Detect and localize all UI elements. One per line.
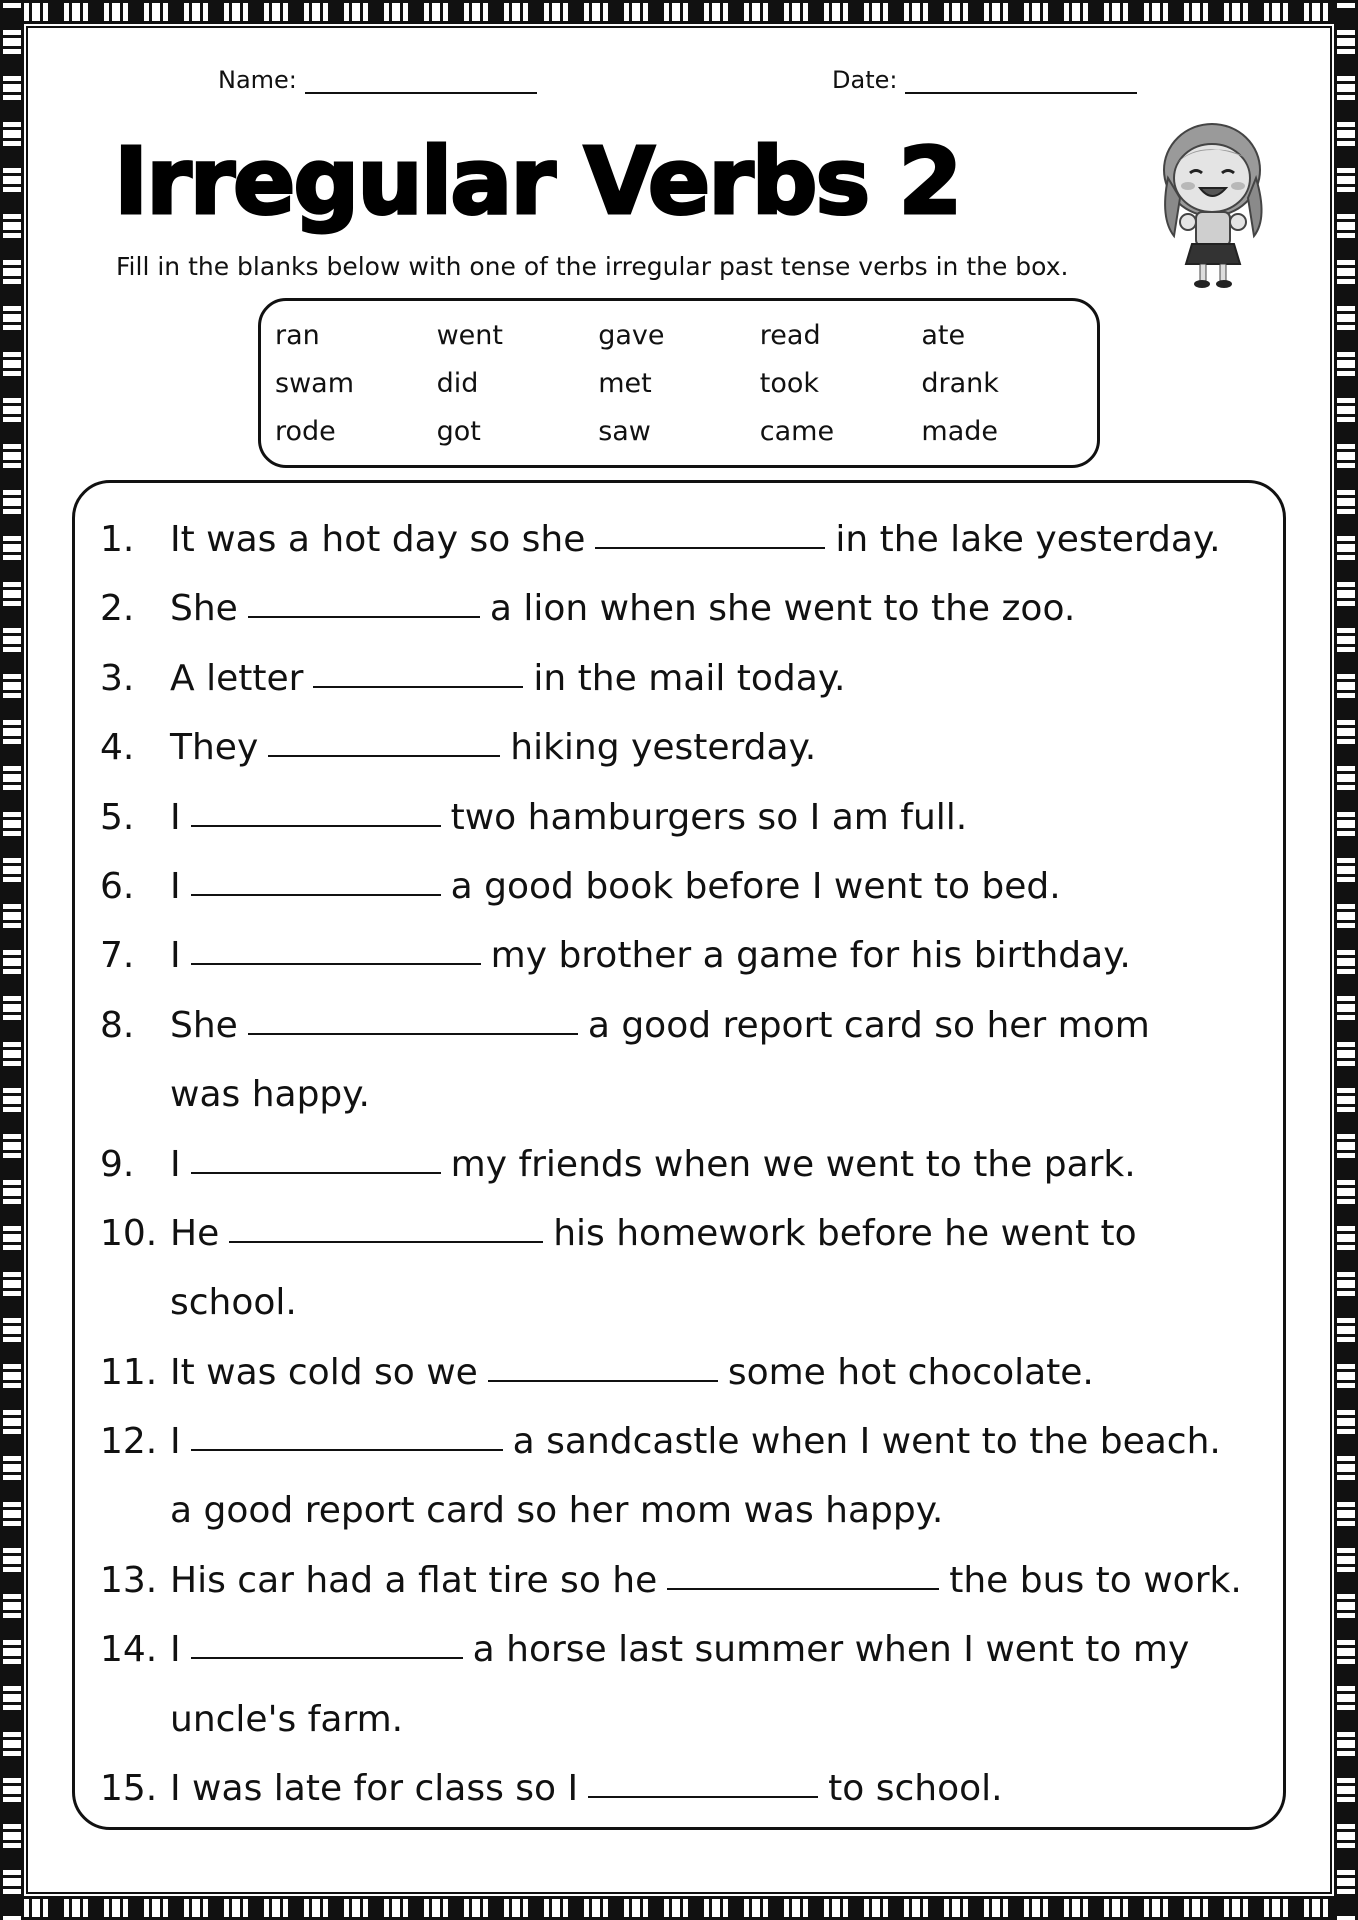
question-row	[100, 1199, 1280, 1268]
answer-blank[interactable]	[488, 1342, 718, 1382]
question-row	[100, 1754, 1280, 1823]
question-number: 13.	[100, 1559, 158, 1601]
answer-blank[interactable]	[191, 787, 441, 827]
question-number: 6.	[100, 865, 135, 907]
word-bank-item: did	[436, 367, 479, 399]
question-continuation: a good report card so her mom was happy.	[170, 1490, 944, 1532]
question-row	[100, 783, 1280, 852]
question-row	[100, 1615, 1280, 1684]
question-continuation: uncle's farm.	[170, 1698, 404, 1740]
page-border-top	[0, 0, 1358, 24]
name-blank[interactable]	[305, 68, 537, 94]
page-border-left	[0, 0, 24, 1920]
question-text-before: They	[170, 727, 259, 769]
question-text-before: His car had a flat tire so he	[170, 1559, 658, 1601]
question-continuation: school.	[170, 1282, 297, 1324]
answer-blank[interactable]	[191, 1411, 503, 1451]
question-text-before: I	[170, 796, 181, 838]
answer-blank[interactable]	[595, 509, 825, 549]
answer-blank[interactable]	[248, 995, 578, 1035]
word-bank-item: went	[436, 319, 503, 351]
question-text-before: I was late for class so I	[170, 1768, 579, 1810]
question-text-after: some hot chocolate.	[727, 1351, 1094, 1393]
question-text-before: I	[170, 935, 181, 977]
question-number: 8.	[100, 1004, 135, 1046]
question-text-before: It was a hot day so she	[170, 519, 586, 560]
question-continuation: was happy.	[170, 1074, 370, 1116]
name-field[interactable]	[218, 66, 537, 94]
answer-blank[interactable]	[588, 1758, 818, 1798]
answer-blank[interactable]	[229, 1203, 543, 1243]
question-row	[100, 1546, 1280, 1615]
name-label: Name:	[218, 66, 297, 94]
question-row	[100, 644, 1280, 713]
answer-blank[interactable]	[191, 856, 441, 896]
word-bank-item: drank	[921, 367, 999, 399]
question-list	[100, 505, 1280, 1823]
page-title: Irregular Verbs 2	[114, 128, 961, 235]
question-number: 2.	[100, 588, 135, 630]
question-number: 9.	[100, 1143, 135, 1185]
question-number: 12.	[100, 1421, 158, 1463]
answer-blank[interactable]	[313, 648, 523, 688]
page-border-bottom	[0, 1896, 1358, 1920]
question-text-after: a good book before I went to bed.	[450, 865, 1061, 907]
word-bank-item: ran	[275, 319, 320, 351]
question-number: 7.	[100, 935, 135, 977]
word-bank-item: ate	[921, 319, 966, 351]
question-text-after: hiking yesterday.	[510, 727, 817, 769]
question-text-after: a lion when she went to the zoo.	[489, 588, 1076, 630]
question-text-before: I	[170, 1143, 181, 1185]
word-bank-item: took	[759, 367, 820, 399]
date-blank[interactable]	[905, 68, 1137, 94]
question-text-before: A letter	[170, 657, 304, 699]
answer-blank[interactable]	[191, 1134, 441, 1174]
word-bank-item: came	[759, 415, 835, 447]
question-text-after: in the lake yesterday.	[835, 519, 1221, 560]
question-text-after: a sandcastle when I went to the beach.	[512, 1421, 1221, 1463]
question-text-after: my friends when we went to the park.	[450, 1143, 1136, 1185]
question-text-after: a horse last summer when I went to my	[472, 1629, 1190, 1671]
question-text-before: I	[170, 1421, 181, 1463]
question-row	[100, 1338, 1280, 1407]
question-row	[100, 991, 1280, 1060]
question-number: 3.	[100, 657, 135, 699]
question-text-before: I	[170, 1629, 181, 1671]
word-bank-item: swam	[275, 367, 354, 399]
answer-blank[interactable]	[667, 1550, 939, 1590]
question-number: 4.	[100, 727, 135, 769]
question-number: 1.	[100, 519, 135, 560]
question-row	[100, 505, 1280, 574]
page-border-right	[1334, 0, 1358, 1920]
word-bank-item: made	[921, 415, 998, 447]
question-text-before: It was cold so we	[170, 1351, 478, 1393]
question-text-before: I	[170, 865, 181, 907]
word-bank-item: got	[436, 415, 481, 447]
girl-mascot-icon	[1150, 118, 1280, 290]
question-row	[100, 574, 1280, 643]
question-row	[100, 1130, 1280, 1199]
question-number: 14.	[100, 1629, 158, 1671]
date-label: Date:	[832, 66, 898, 94]
question-text-after: my brother a game for his birthday.	[490, 935, 1131, 977]
question-row	[100, 713, 1280, 782]
answer-blank[interactable]	[191, 925, 481, 965]
question-text-before: She	[170, 1004, 238, 1046]
question-number: 15.	[100, 1768, 158, 1810]
question-text-after: his homework before he went to	[553, 1212, 1137, 1254]
question-text-before: She	[170, 588, 238, 630]
word-bank-item: met	[598, 367, 652, 399]
question-number: 10.	[100, 1212, 158, 1254]
answer-blank[interactable]	[191, 1619, 463, 1659]
question-row	[100, 1407, 1280, 1476]
question-number: 11.	[100, 1351, 158, 1393]
question-text-after: two hamburgers so I am full.	[450, 796, 968, 838]
question-row	[100, 921, 1280, 990]
answer-blank[interactable]	[268, 717, 500, 757]
word-bank-box	[258, 298, 1100, 468]
question-number: 5.	[100, 796, 135, 838]
question-text-before: He	[170, 1212, 220, 1254]
date-field[interactable]	[832, 66, 1137, 94]
word-bank-item: gave	[598, 319, 665, 351]
question-text-after: the bus to work.	[949, 1559, 1242, 1601]
question-text-after: a good report card so her mom	[587, 1004, 1150, 1046]
word-bank-item: read	[759, 319, 821, 351]
instructions: Fill in the blanks below with one of the irregular past tense verbs in the box.	[116, 252, 1069, 281]
question-text-after: in the mail today.	[533, 657, 846, 699]
answer-blank[interactable]	[248, 578, 480, 618]
word-bank-item: rode	[275, 415, 336, 447]
question-text-after: to school.	[828, 1768, 1003, 1810]
question-row	[100, 852, 1280, 921]
word-bank-item: saw	[598, 415, 651, 447]
